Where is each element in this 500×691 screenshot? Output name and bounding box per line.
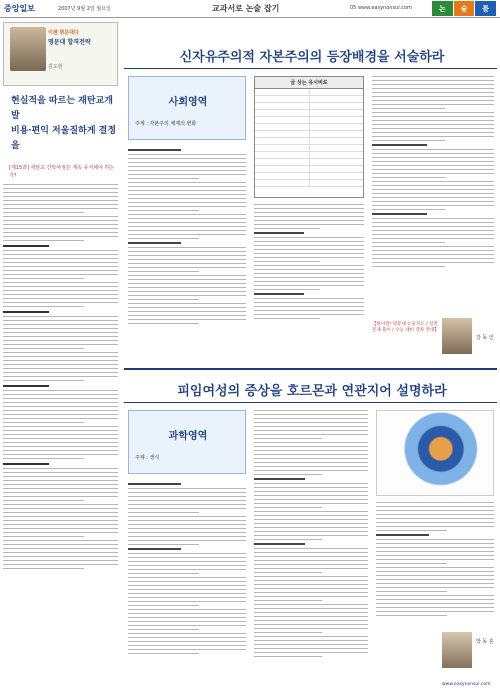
left-subheadline: [제15과] 세탄교 간탁사점은 계속 유지해야 하는가? — [9, 165, 115, 179]
writer-name-1: 강 동 인 — [476, 335, 494, 341]
masthead — [0, 0, 500, 18]
writer-name-2: 박 동 훈 — [476, 639, 494, 645]
left-column — [3, 22, 118, 572]
writer-photo-1 — [442, 318, 472, 354]
bottom-body-col-1 — [128, 480, 246, 657]
newspaper-logo: 중앙일보 — [4, 4, 35, 13]
title-divider-2 — [124, 402, 497, 403]
left-headline — [3, 94, 118, 154]
table-title: 글 상는 유시비로 — [255, 77, 363, 89]
site-url: www.easynonsul.com — [442, 682, 491, 687]
column-tag: 이젠 명문대다 — [48, 30, 79, 36]
brand-letter-3: 틀 — [475, 1, 496, 16]
columnist-photo — [10, 27, 46, 71]
section-title: 교과서로 논술 잡기 — [212, 4, 280, 13]
top-article — [124, 22, 497, 364]
top-subject-box — [128, 76, 246, 140]
left-headline-line-2: 비용·편익 저울질하게 결정을 — [11, 126, 117, 151]
top-article-title: 신자유주의적 자본주의의 등장배경을 서술하라 — [179, 50, 445, 65]
top-theme-label: 주제 : 자본주의 체제의 변화 — [135, 121, 197, 127]
bottom-article-title: 피임여성의 증상을 호르몬과 연관지어 설명하라 — [177, 384, 447, 399]
top-reference-table — [254, 76, 364, 198]
column-title: 명문대 합격전략 — [48, 39, 91, 46]
left-body-text — [3, 184, 118, 569]
page-info: 05 www.easynonsul.com — [350, 5, 412, 11]
bottom-subject-box — [128, 410, 246, 474]
top-ad-box: 【바이럴! 명문대 논술지도 / 실전 문제 풀이 / 수능 대비 강좌 안내】 — [372, 322, 439, 333]
bottom-body-col-3 — [376, 502, 494, 619]
top-subject-label: 사회영역 — [168, 97, 208, 108]
brand-letter-1: 논 — [432, 1, 453, 16]
writer-photo-2 — [442, 632, 472, 668]
reproduction-diagram — [376, 410, 494, 496]
left-headline-line-1: 현실적을 따르는 재탄교개발 — [11, 96, 113, 121]
issue-date: 2007년 9월 2일 월요일 — [58, 6, 111, 12]
brand-badge — [432, 1, 496, 16]
top-body-col-1 — [128, 146, 246, 327]
brand-letter-2: 술 — [454, 1, 475, 16]
bottom-subject-label: 과학영역 — [168, 431, 208, 442]
bottom-body-col-2 — [254, 410, 368, 660]
title-divider — [124, 68, 497, 69]
column-header — [3, 22, 118, 86]
top-body-col-3 — [372, 76, 494, 270]
top-body-col-2 — [254, 204, 364, 322]
bottom-article — [124, 368, 497, 689]
column-author: 김도현 — [48, 64, 63, 70]
bottom-theme-label: 주제 : 생식 — [135, 455, 160, 461]
